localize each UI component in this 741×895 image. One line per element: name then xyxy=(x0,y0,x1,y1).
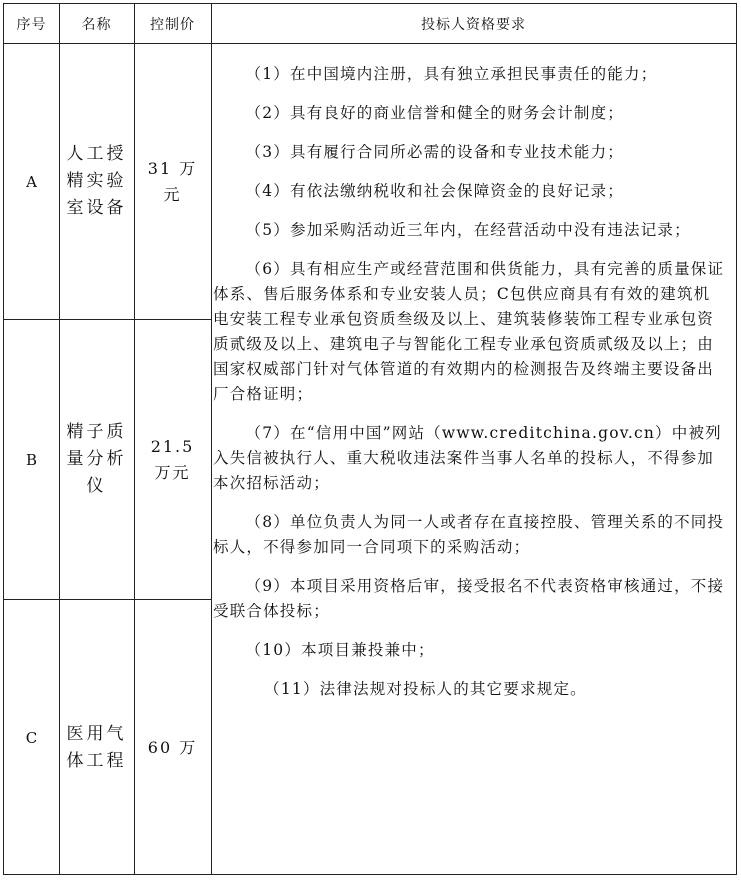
requirement-item: （4）有依法缴纳税收和社会保障资金的良好记录； xyxy=(245,182,625,200)
row-b-seq: B xyxy=(25,450,38,469)
requirement-item: （11）法律法规对投标人的其它要求规定。 xyxy=(264,680,587,698)
requirement-item: （8）单位负责人为同一人或者存在直接控股、管理关系的不同投标人，不得参加同一合同项下的采购活动； xyxy=(213,513,725,556)
row-a-price: 31 万元 xyxy=(147,158,198,204)
row-b-price-cell xyxy=(134,320,211,599)
header-name: 名称 xyxy=(81,16,112,33)
requirement-item: （3）具有履行合同所必需的设备和专业技术能力； xyxy=(245,143,625,161)
requirement-item: （9）本项目采用资格后审，接受报名不代表资格审核通过，不接受联合体投标； xyxy=(213,577,725,620)
header-seq: 序号 xyxy=(16,16,47,33)
header-price: 控制价 xyxy=(150,16,195,33)
requirement-item: （10）本项目兼投兼中； xyxy=(245,641,435,659)
row-c-price-cell xyxy=(134,600,211,895)
qualification-table xyxy=(3,3,737,875)
requirement-item: （6）具有相应生产或经营范围和供货能力，具有完善的质量保证体系、售后服务体系和专业安装人员；C包供应商具有有效的建筑机电安装工程专业承包资质叁级及以上、建筑装修装饰工程专业承包资质贰级及以上、建筑电子与智能化工程专业承包资质贰级及以上；由国家权威部门针对气体管道的有效期内的检测报告及终端主要设备出厂合格证明； xyxy=(213,260,725,403)
row-b-name: 精子质量分析仪 xyxy=(66,422,127,496)
row-c-name: 医用气体工程 xyxy=(66,723,127,771)
row-c-price: 60 万 xyxy=(147,737,198,757)
row-c-seq: C xyxy=(25,728,38,747)
row-a-name-cell xyxy=(59,44,134,319)
column-divider xyxy=(211,4,212,874)
row-b-price: 21.5 万元 xyxy=(150,436,195,482)
row-a-seq: A xyxy=(26,172,37,191)
requirement-item: （5）参加采购活动近三年内，在经营活动中没有违法记录； xyxy=(245,221,691,239)
header-requirements: 投标人资格要求 xyxy=(421,16,526,33)
row-a-name: 人工授精实验室设备 xyxy=(66,144,127,218)
row-c-name-cell xyxy=(59,600,134,895)
requirements-list xyxy=(213,44,727,716)
requirement-item: （1）在中国境内注册，具有独立承担民事责任的能力； xyxy=(245,65,658,83)
requirement-item: （2）具有良好的商业信誉和健全的财务会计制度； xyxy=(245,104,625,122)
requirement-item: （7）在“信用中国”网站（www.creditchina.gov.cn）中被列入失信被执行人、重大税收违法案件当事人名单的投标人，不得参加本次招标活动； xyxy=(213,424,722,492)
row-b-name-cell xyxy=(59,320,134,599)
row-a-price-cell xyxy=(134,44,211,319)
